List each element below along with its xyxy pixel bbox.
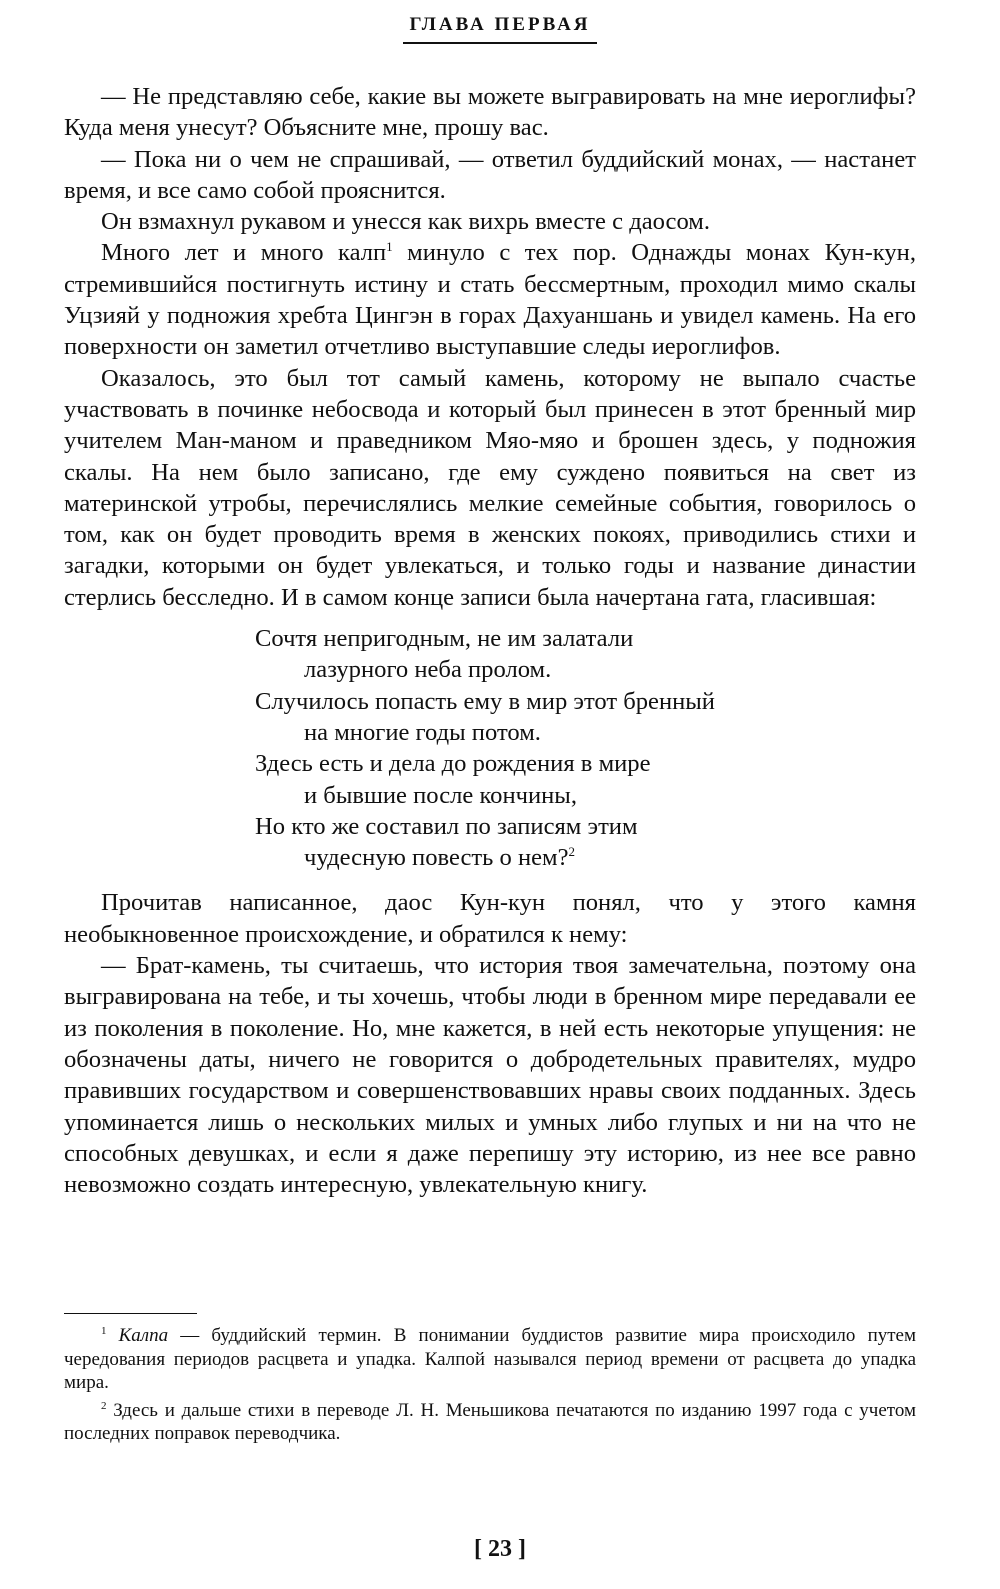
paragraph-3: Он взмахнул рукавом и унесся как вихрь вместе с даосом. (101, 208, 710, 236)
running-header (0, 14, 1000, 44)
poem-line-4: на многие годы потом. (304, 718, 541, 746)
poem-line-8-text: чудесную повесть о нем? (304, 844, 569, 872)
poem-line-7: Но кто же составил по записям этим (255, 812, 638, 840)
poem-line-6: и бывшие после кончины, (304, 781, 577, 809)
poem-line-5: Здесь есть и дела до рождения в мире (255, 750, 651, 778)
footnote-ref-2: 2 (568, 844, 576, 860)
poem-line-2: лазурного неба пролом. (304, 656, 552, 684)
poem-line-3: Случилось попасть ему в мир этот бренный (255, 687, 715, 715)
footnote-1-term: Калпа (118, 1325, 169, 1346)
paragraph-4-end: минуло с тех пор. Однажды монах Кун-кун, стремившийся постигнуть истину и стать бессмертным, проходил мимо скалы Уцзияй у подножия хребта Цингэн в горах Дахуаншань и увидел камень. На его поверхности он заметил отчетливо выступавшие следы иероглифов. (64, 239, 916, 361)
footnote-divider (64, 1313, 197, 1314)
footnote-1-number: 1 (101, 1325, 107, 1337)
footnotes (64, 1324, 916, 1450)
chapter-title: ГЛАВА ПЕРВАЯ (403, 14, 596, 44)
footnote-2 (64, 1399, 916, 1446)
paragraph-4-start: Много лет и много калп (101, 239, 387, 267)
poem-line-1: Сочтя непригодным, не им залатали (255, 625, 634, 653)
footnote-ref-1: 1 (386, 239, 393, 255)
paragraph-5: Оказалось, это был тот самый камень, которому не выпало счастье участвовать в починке небосвода и который был принесен в этот бренный мир учителем Ман-маном и праведником Мяо-мяо и брошен здесь, у подножия скалы. На нем было записано, где ему суждено появиться на свет из материнской утробы, перечислялись мелкие семейные события, говорилось о том, как он будет проводить время в женских покоях, приводились стихи и загадки, которыми он будет увлекаться, и только годы и название династии стерлись бесследно. И в самом конце записи была начертана гата, гласившая: (64, 364, 916, 611)
footnote-2-text: Здесь и дальше стихи в переводе Л. Н. Меньшикова печатаются по изданию 1997 года с учетом последних поправок переводчика. (64, 1399, 916, 1444)
paragraph-2: — Пока ни о чем не спрашивай, — ответил буддийский монах, — настанет время, и все само собой прояснится. (64, 145, 916, 204)
paragraph-4 (64, 237, 916, 362)
footnote-1-text: — буддийский термин. В понимании буддистов развитие мира происходило путем чередования периодов расцвета и упадка. Калпой назывался период времени от расцвета до упадка мира. (64, 1325, 916, 1393)
paragraph-6: Прочитав написанное, даос Кун-кун понял, что у этого камня необыкновенное происхождение, и обратился к нему: (64, 889, 916, 948)
footnote-2-number: 2 (101, 1399, 107, 1412)
main-text (64, 81, 916, 1200)
page-number: [ 23 ] (474, 1536, 526, 1562)
paragraph-1: — Не представляю себе, какие вы можете выгравировать на мне иероглифы? Куда меня унесут? Объясните мне, прошу вас. (64, 83, 916, 142)
paragraph-7: — Брат-камень, ты считаешь, что история твоя замечательна, поэтому она выгравирована на тебе, и ты хочешь, чтобы люди в бренном мире передавали ее из поколения в поколение. Но, мне кажется, в ней есть некоторые упущения: не обозначены даты, ничего не говорится о добродетельных правителях, мудро правивших государством и совершенствовавших нравы своих подданных. Здесь упоминается лишь о нескольких милых и умных либо глупых и ни на что не способных девушках, и если я даже перепишу эту историю, из нее все равно невозможно создать интересную, увлекательную книгу. (64, 952, 916, 1199)
footnote-1 (64, 1324, 916, 1395)
gatha-poem (255, 623, 916, 873)
poem-line-8 (255, 842, 916, 873)
